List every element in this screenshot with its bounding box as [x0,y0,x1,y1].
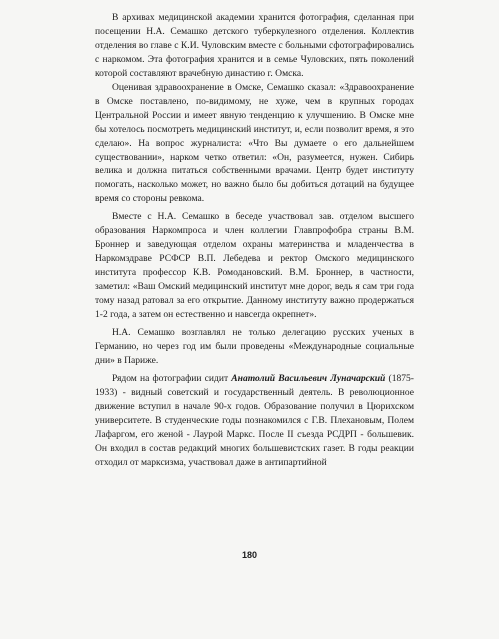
paragraph-body-text: (1875-1933) - видный советский и государственный деятель. В революционное движение вступил в начале 90-х годов. Образование получил в Цюрихском университете. В студенческие годы познакомился с Г.В. Плехановым, Полем Лафаргом, его женой - Лаурой Маркс. После II съезда РСДРП - большевик. Он входил в состав редакций многих большевистских газет. В годы реакции отходил от марксизма, участвовал даже в антипартийной [95,372,414,468]
paragraph-paris-delegation: Н.А. Семашко возглавлял не только делегацию русских ученых в Германию, но через год им были проведены «Международные социальные дни» в Париже. [95,326,414,366]
paragraph-semashko-assessment: Оценивая здравоохранение в Омске, Семашко сказал: «Здравоохранение в Омске поставлено, по-видимому, не хуже, чем в крупных городах Центральной России и имеет явную тенденцию к улучшению. В Омске мне бы хотелось посмотреть медицинский институт, и, если позволит время, я это сделаю». На вопрос журналиста: «Что Вы думаете о его дальнейшем существовании», нарком четко ответил: «Он, разумеется, нужен. Сибирь велика и должна питаться собственными врачами. Центр будет институту помогать, насколько может, но важно было бы добиться дотаций на будущее время со стороны ревкома. [95,81,414,205]
person-name: Анатолий Васильевич Луначарский [231,372,386,384]
body-text [95,11,414,470]
paragraph-archive-photo: В архивах медицинской академии хранится фотография, сделанная при посещении Н.А. Семашко детского туберкулезного отделения. Коллектив отделения во главе с К.И. Чуловским вместе с больными сфотографировались с наркомом. Эта фотография хранится и в семье Чуловских, пять поколений которой составляют врачебную династию г. Омска. [95,12,414,79]
page-number: 180 [241,550,258,560]
paragraph-lead-text: Рядом на фотографии сидит [112,372,232,384]
paragraph-bronner-conversation: Вместе с Н.А. Семашко в беседе участвовал зав. отделом высшего образования Наркомпроса и член коллегии Главпрофобра страны В.М. Броннер и заведующая отделом охраны материнства и младенчества в Наркомздраве РСФСР В.П. Лебедева и ректор Омского медицинского института профессор К.В. Ромодановский. В.М. Броннер, в частности, заметил: «Ваш Омский медицинский институт мне дорог, ведь я сам три года тому назад ратовал за его открытие. Данному институту важно продержаться 1-2 года, а затем он естественно и навсегда окрепнет». [95,211,414,321]
paragraph-lunacharsky [95,372,414,470]
